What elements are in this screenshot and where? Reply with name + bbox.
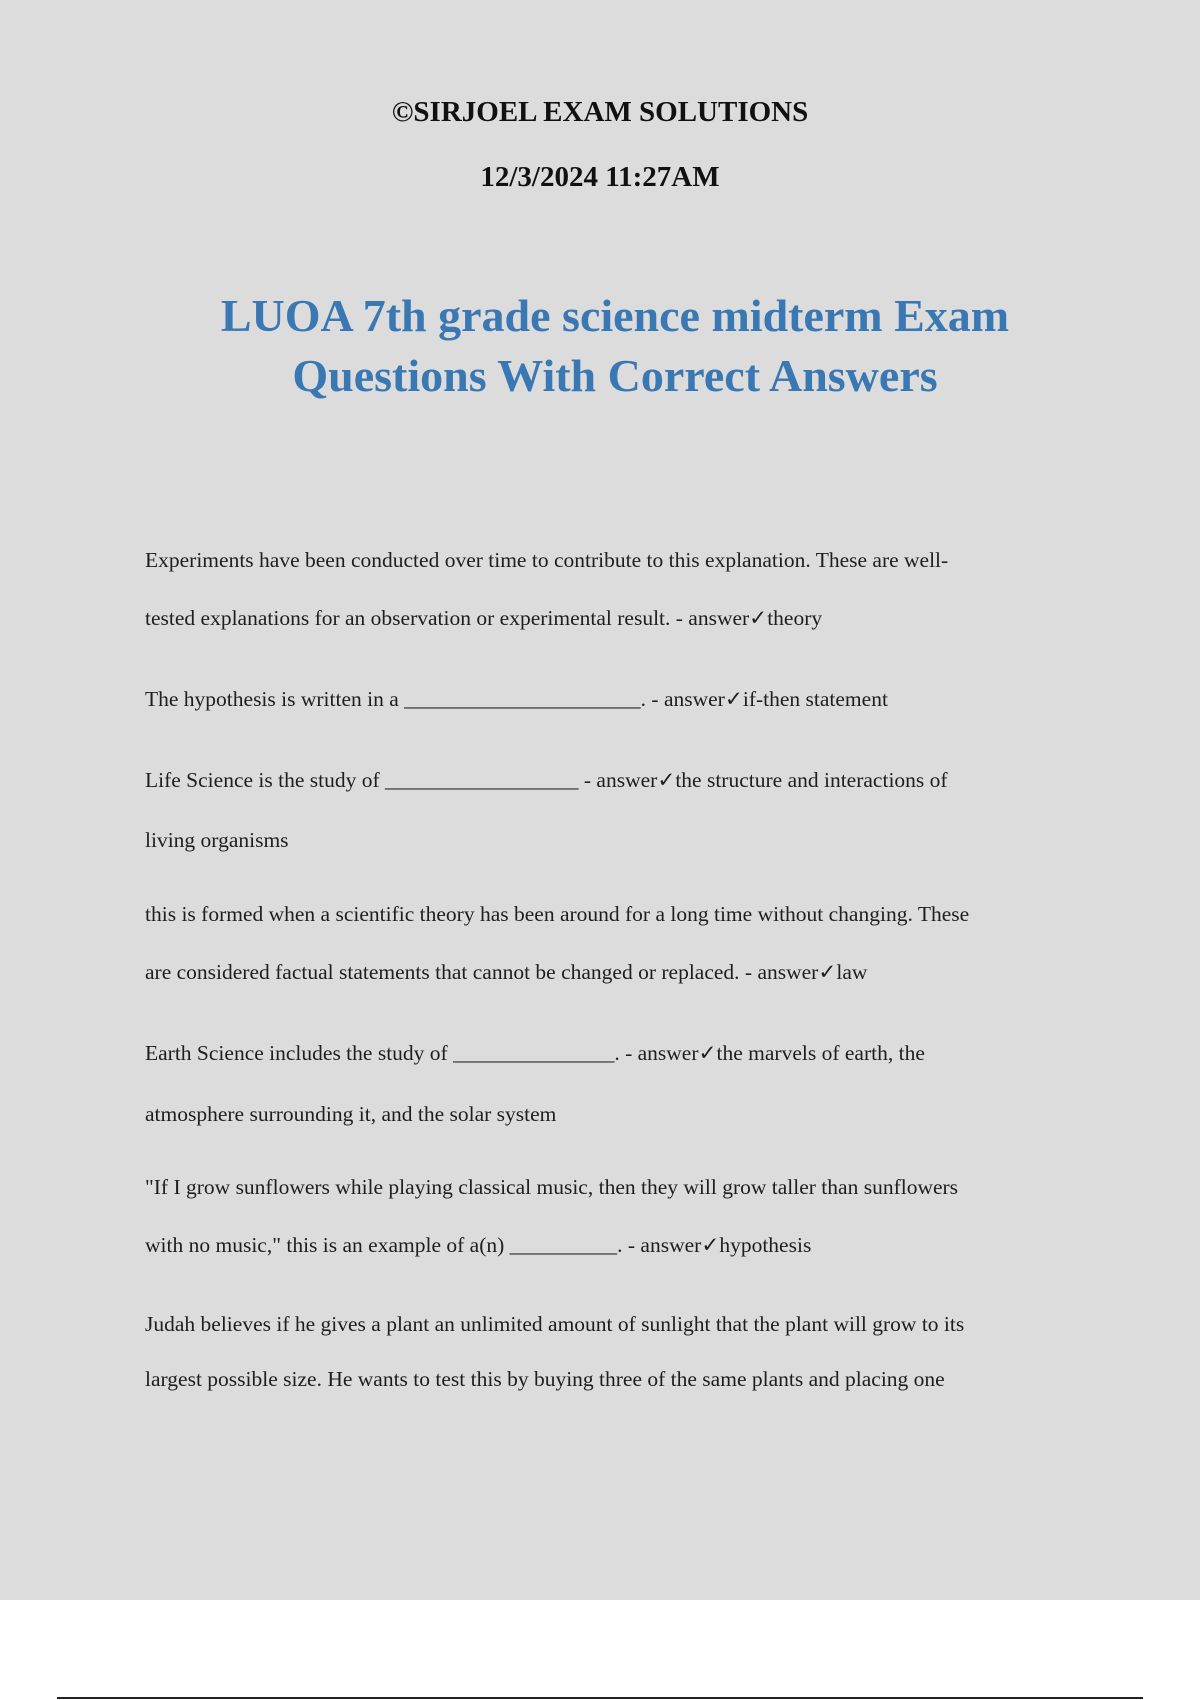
qa-5-line-1: Earth Science includes the study of _______________. - answer✓the marvels of earth, the (145, 1041, 925, 1065)
footer-rule (57, 1697, 1143, 1699)
qa-4-line-2: are considered factual statements that cannot be changed or replaced. - answer✓law (145, 960, 868, 984)
qa-4-line-1: this is formed when a scientific theory has been around for a long time without changing. These (145, 902, 970, 926)
document-title (150, 286, 1080, 406)
qa-7-line-1: Judah believes if he gives a plant an unlimited amount of sunlight that the plant will grow to its (145, 1312, 965, 1336)
qa-3-line-2: living organisms (145, 828, 289, 852)
qa-7-line-2: largest possible size. He wants to test this by buying three of the same plants and placing one (145, 1367, 945, 1391)
qa-6-line-1: "If I grow sunflowers while playing classical music, then they will grow taller than sunflowers (145, 1175, 959, 1199)
qa-2-line-1: The hypothesis is written in a ______________________. - answer✓if-then statement (145, 687, 888, 711)
title-line-1: LUOA 7th grade science midterm Exam (220, 290, 1010, 341)
date-header: 12/3/2024 11:27AM (480, 161, 720, 193)
copyright-header: ©SIRJOEL EXAM SOLUTIONS (391, 96, 809, 128)
qa-1-line-2: tested explanations for an observation or experimental result. - answer✓theory (145, 606, 823, 630)
qa-1-line-1: Experiments have been conducted over time to contribute to this explanation. These are well- (145, 548, 949, 572)
title-line-2: Questions With Correct Answers (292, 350, 938, 401)
qa-6-line-2: with no music," this is an example of a(n) __________. - answer✓hypothesis (145, 1233, 812, 1257)
qa-5-line-2: atmosphere surrounding it, and the solar system (145, 1102, 557, 1126)
qa-3-line-1: Life Science is the study of __________________ - answer✓the structure and interactions of (145, 768, 948, 792)
